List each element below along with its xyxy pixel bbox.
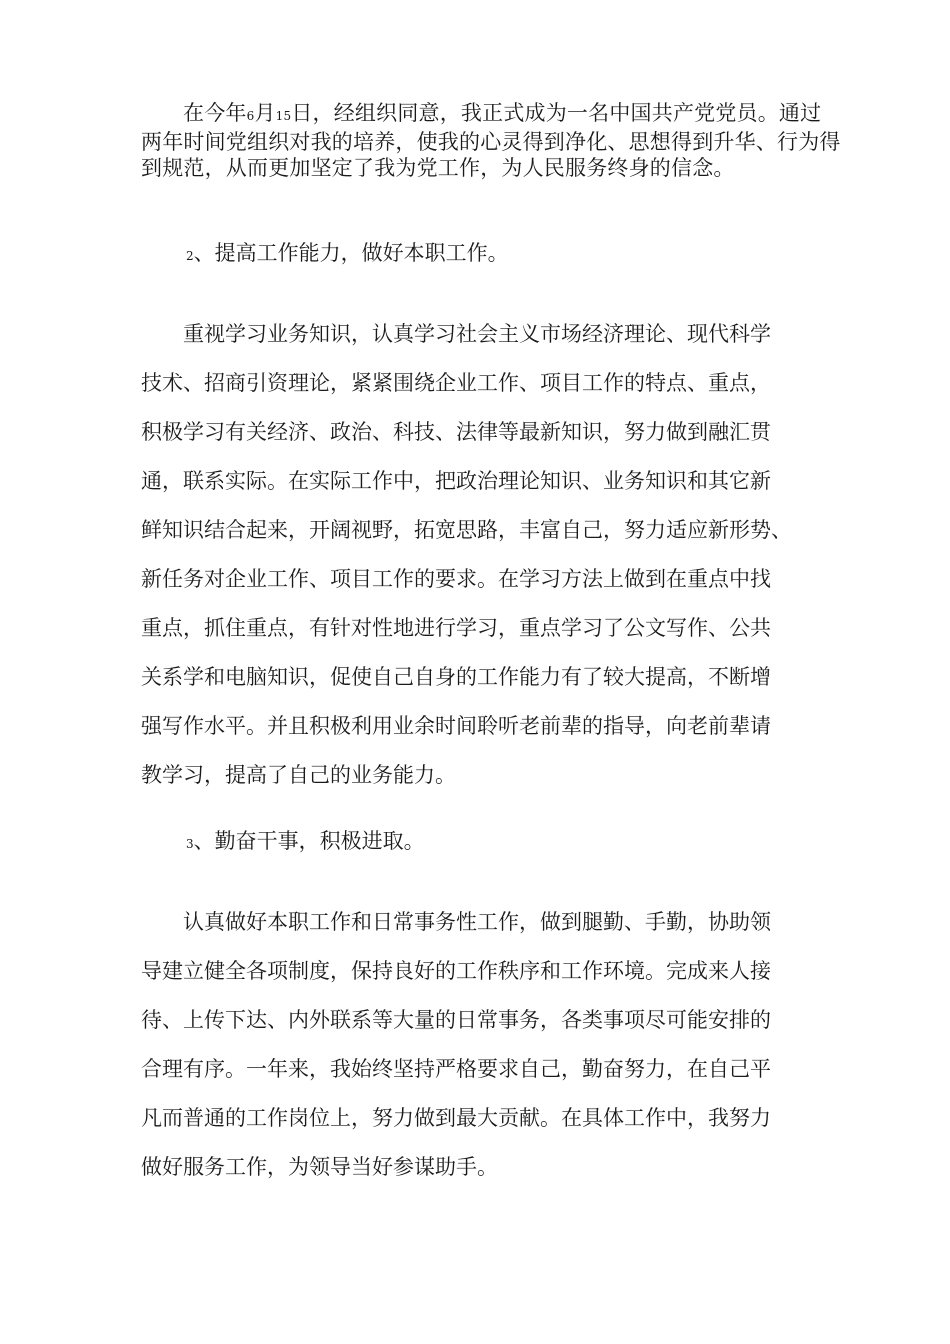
intro-month-text: 月 xyxy=(254,101,276,125)
paragraph-line: 教学习，提高了自己的业务能力。 xyxy=(141,763,456,787)
paragraph-line: 关系学和电脑知识，促使自己自身的工作能力有了较大提高，不断增 xyxy=(141,665,771,689)
intro-day-number: 15 xyxy=(275,109,292,123)
section-3-heading xyxy=(186,828,425,857)
paragraph-line: 凡而普通的工作岗位上，努力做到最大贡献。在具体工作中，我努力 xyxy=(141,1106,771,1130)
paragraph-line: 待、上传下达、内外联系等大量的日常事务，各类事项尽可能安排的 xyxy=(141,1008,771,1032)
paragraph-line: 鲜知识结合起来，开阔视野，拓宽思路，丰富自己，努力适应新形势、 xyxy=(141,518,792,542)
paragraph-line: 新任务对企业工作、项目工作的要求。在学习方法上做到在重点中找 xyxy=(141,567,771,591)
paragraph-line: 做好服务工作，为领导当好参谋助手。 xyxy=(141,1155,498,1179)
intro-text-rest: 日，经组织同意，我正式成为一名中国共产党党员。通过两年时间党组织对我的培养，使我的心灵得到净化、思想得到升华、行为得到规范，从而更加坚定了我为党工作，为人民服务终身的信念。 xyxy=(141,101,841,180)
paragraph-line: 合理有序。一年来，我始终坚持严格要求自己，勤奋努力，在自己平 xyxy=(141,1057,771,1081)
paragraph-line: 通，联系实际。在实际工作中，把政治理论知识、业务知识和其它新 xyxy=(141,469,771,493)
section-3-number: 3 xyxy=(186,837,194,851)
paragraph-line: 认真做好本职工作和日常事务性工作，做到腿勤、手勤，协助领 xyxy=(183,910,771,934)
paragraph-line: 积极学习有关经济、政治、科技、法律等最新知识，努力做到融汇贯 xyxy=(141,420,771,444)
section-2-paragraph xyxy=(141,310,792,800)
section-3-heading-text: 、勤奋干事，积极进取。 xyxy=(193,829,425,853)
paragraph-line: 导建立健全各项制度，保持良好的工作秩序和工作环境。完成来人接 xyxy=(141,959,771,983)
intro-text-start: 在今年 xyxy=(183,101,247,125)
paragraph-line: 重视学习业务知识，认真学习社会主义市场经济理论、现代科学 xyxy=(183,322,771,346)
paragraph-line: 强写作水平。并且积极利用业余时间聆听老前辈的指导，向老前辈请 xyxy=(141,714,771,738)
section-3-paragraph xyxy=(141,898,771,1192)
section-2-number: 2 xyxy=(186,249,194,263)
section-2-heading xyxy=(186,240,509,269)
intro-paragraph xyxy=(141,100,841,181)
paragraph-line: 重点，抓住重点，有针对性地进行学习，重点学习了公文写作、公共 xyxy=(141,616,771,640)
intro-month-number: 6 xyxy=(246,109,255,123)
section-2-heading-text: 、提高工作能力，做好本职工作。 xyxy=(193,241,509,265)
paragraph-line: 技术、招商引资理论，紧紧围绕企业工作、项目工作的特点、重点， xyxy=(141,371,771,395)
